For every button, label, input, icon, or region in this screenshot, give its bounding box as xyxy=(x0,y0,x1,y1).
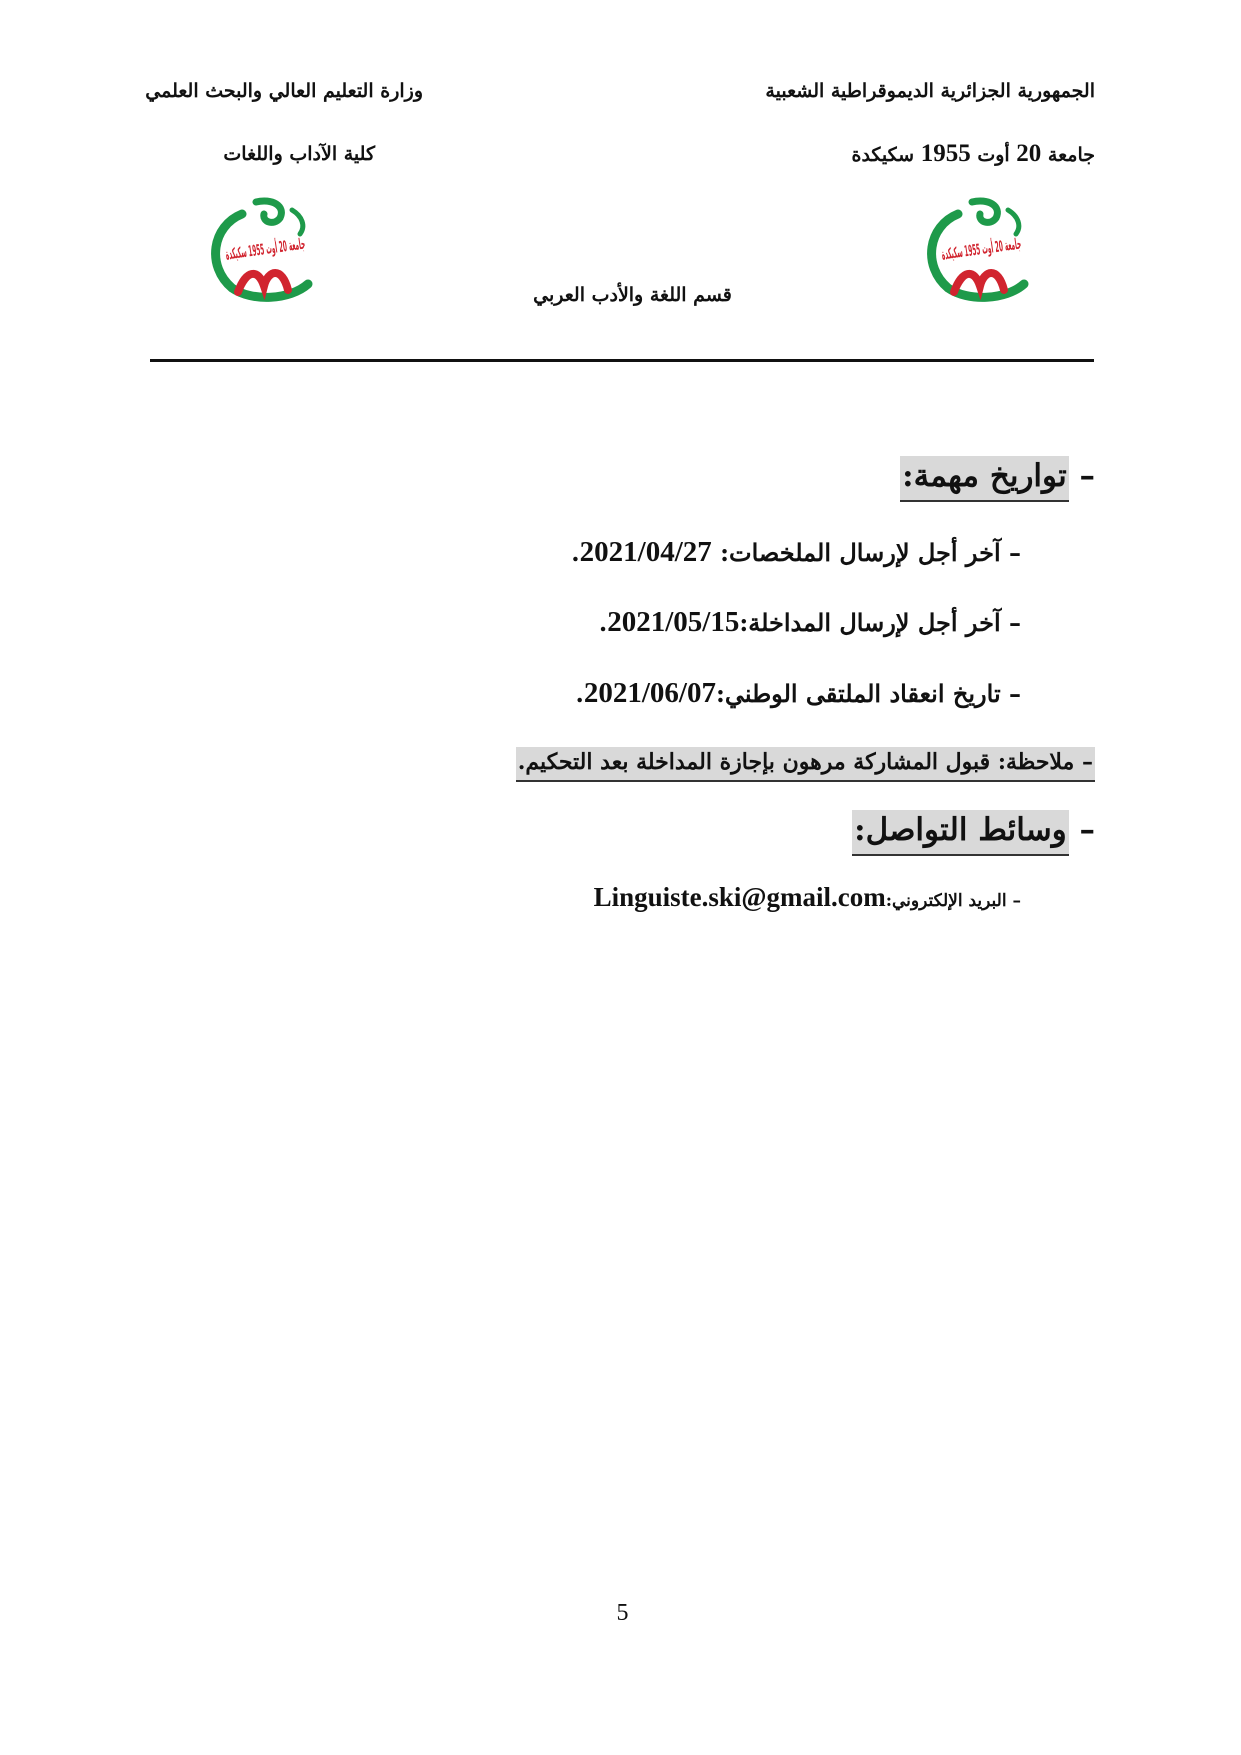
important-dates-heading-box: تواريخ مهمة: xyxy=(900,456,1069,502)
email-address[interactable]: Linguiste.ski@gmail.com xyxy=(593,882,886,912)
faculty-title: كلية الآداب واللغات xyxy=(223,143,375,165)
date-item-conference: – تاريخ انعقاد الملتقى الوطني:2021/06/07. xyxy=(575,677,1021,709)
page-number: 5 xyxy=(616,1600,629,1626)
university-month: أوت xyxy=(977,144,1010,166)
date-item-label: آخر أجل لإرسال المداخلة: xyxy=(739,608,1001,637)
logo-text: جامعة 20 أوت 1955 سكيكدة xyxy=(940,230,1053,264)
acceptance-note-text: ملاحظة: قبول المشاركة مرهون بإجازة المداخلة بعد التحكيم. xyxy=(517,749,1075,775)
contact-heading-box: وسائط التواصل: xyxy=(852,810,1069,856)
university-name xyxy=(852,140,1096,168)
contact-heading: – وسائط التواصل: xyxy=(852,812,1095,848)
date-item-label: آخر أجل لإرسال الملخصات: xyxy=(720,538,1001,567)
republic-title: الجمهورية الجزائرية الديموقراطية الشعبية xyxy=(765,80,1095,102)
date-item-value: 2021/06/07 xyxy=(583,677,716,709)
important-dates-heading: – تواريخ مهمة: xyxy=(900,458,1095,494)
university-day: 20 xyxy=(1016,140,1042,167)
email-label: البريد الإلكتروني: xyxy=(885,891,1007,911)
department-title: قسم اللغة والأدب العربي xyxy=(533,284,732,306)
logo-text: جامعة 20 أوت 1955 سكيكدة xyxy=(224,230,337,264)
acceptance-note: – ملاحظة: قبول المشاركة مرهون بإجازة المداخلة بعد التحكيم. xyxy=(516,747,1095,782)
date-item-abstracts: – آخر أجل لإرسال الملخصات: 2021/04/27. xyxy=(571,536,1021,568)
date-item-value: 2021/04/27 xyxy=(579,536,712,568)
ministry-title: وزارة التعليم العالي والبحث العلمي xyxy=(145,80,423,102)
university-prefix: جامعة xyxy=(1047,144,1095,166)
university-city: سكيكدة xyxy=(851,144,915,166)
date-item-value: 2021/05/15 xyxy=(607,606,740,638)
date-item-papers: – آخر أجل لإرسال المداخلة:2021/05/15. xyxy=(598,606,1021,638)
university-year: 1955 xyxy=(920,140,971,167)
contact-email-line: – البريد الإلكتروني:Linguiste.ski@gmail.com xyxy=(593,882,1021,912)
header-divider xyxy=(150,359,1094,362)
date-item-label: تاريخ انعقاد الملتقى الوطني: xyxy=(715,679,1001,708)
